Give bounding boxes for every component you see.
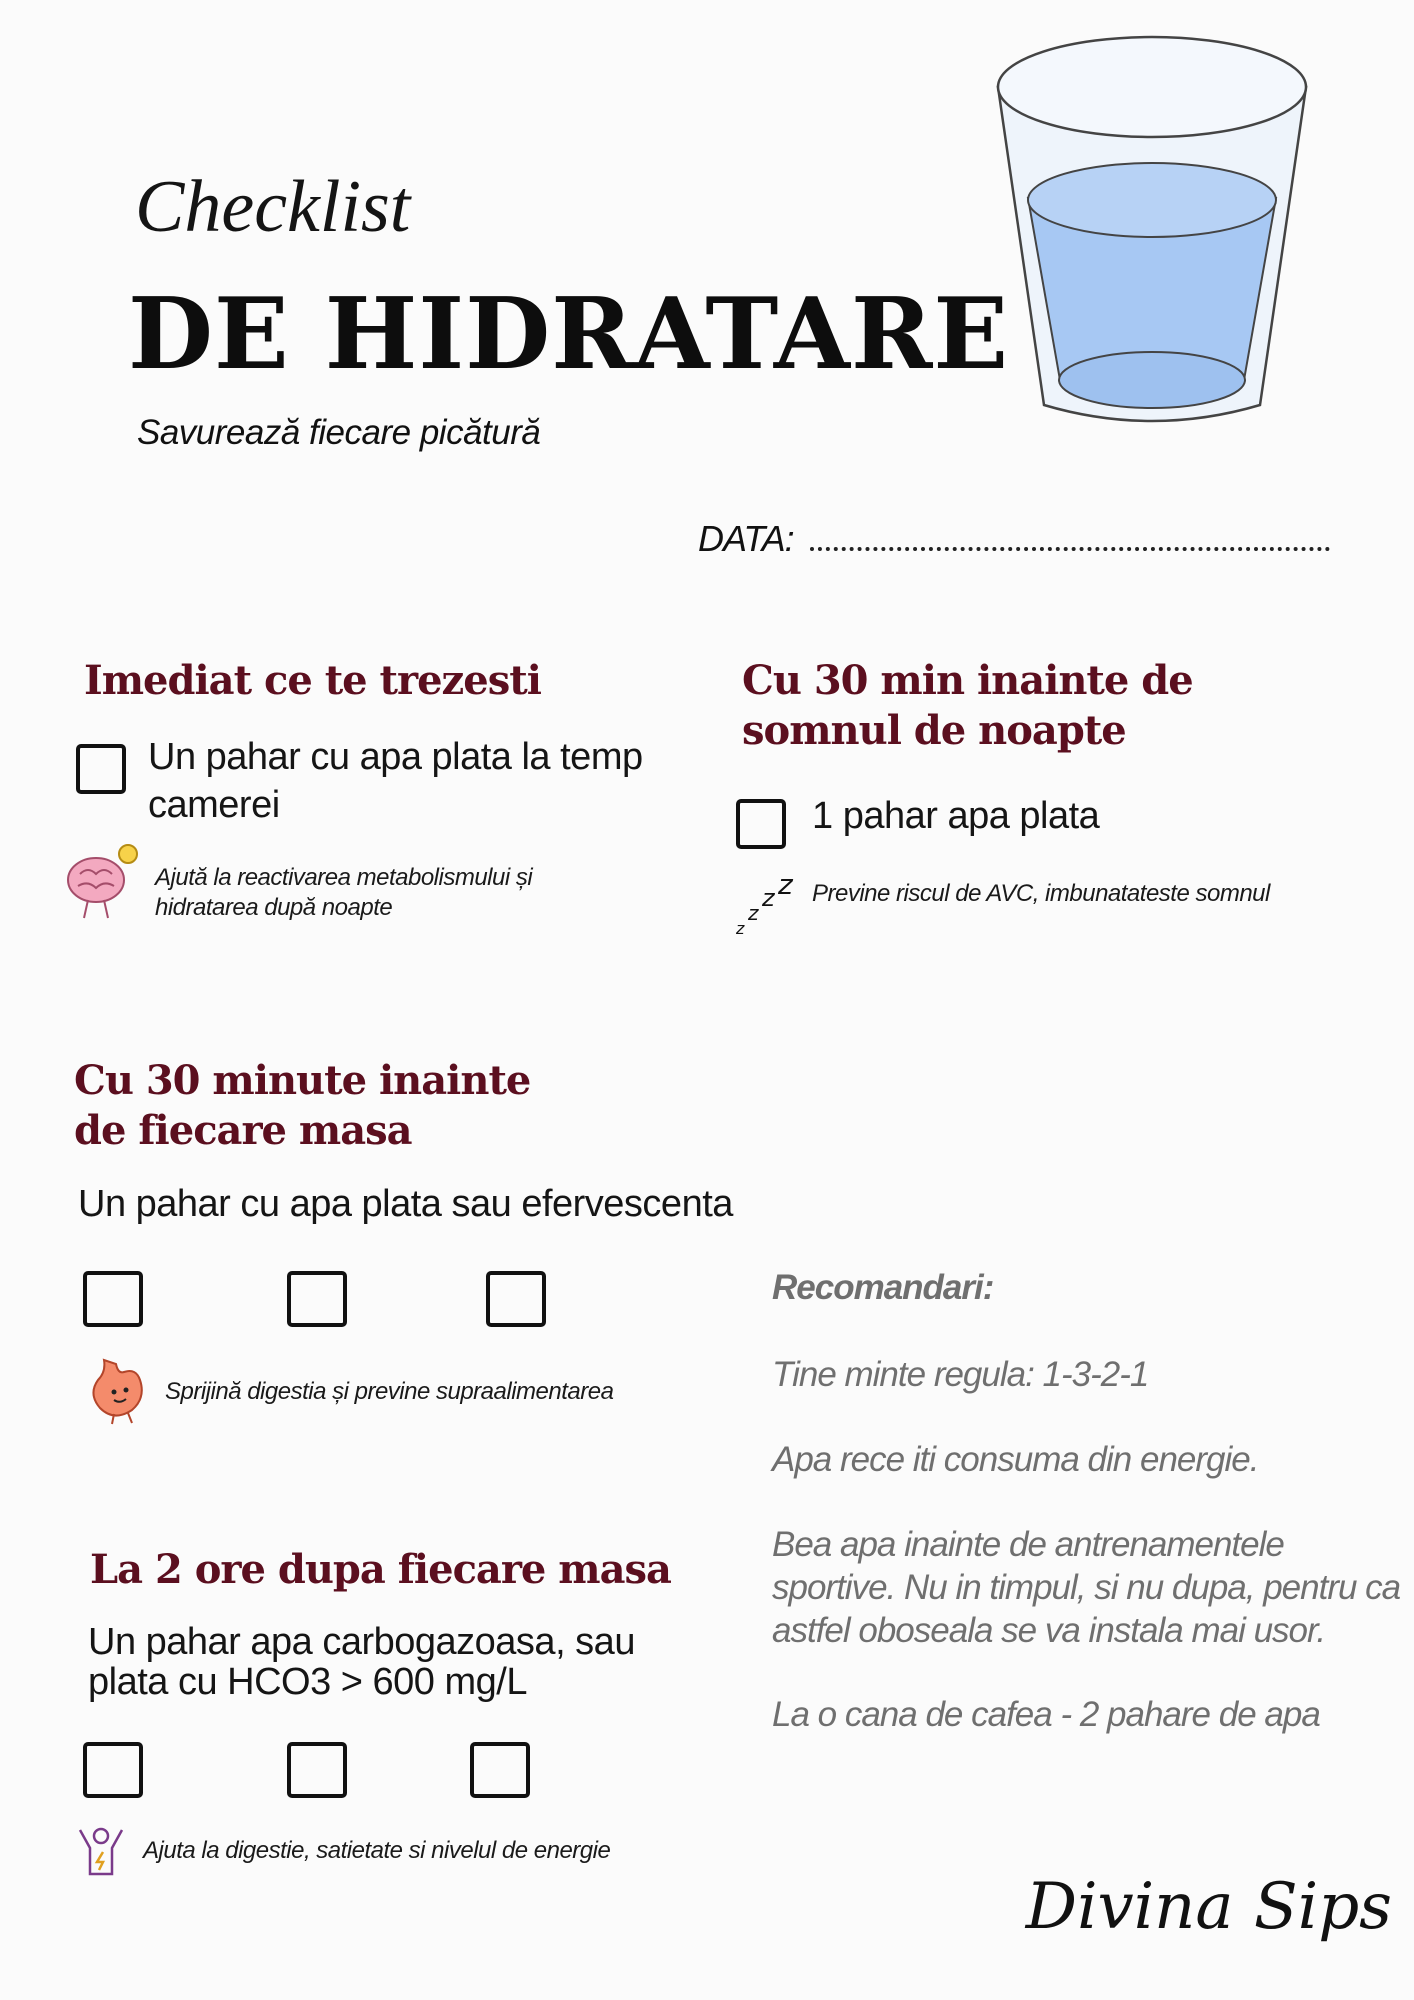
checkbox-after-meal-3[interactable] — [470, 1742, 530, 1798]
item-sleep: 1 pahar apa plata — [812, 795, 1100, 837]
tagline: Savurează fiecare picătură — [137, 413, 541, 452]
svg-text:z: z — [762, 884, 775, 912]
checkbox-before-meal-1[interactable] — [83, 1271, 143, 1327]
zzz-icon — [732, 872, 802, 942]
svg-text:z: z — [748, 901, 759, 925]
checkbox-after-meal-2[interactable] — [287, 1742, 347, 1798]
checkbox-wake[interactable] — [76, 744, 126, 794]
recommendation-item: Bea apa inainte de antrenamentele sportive. Nu in timpul, si nu dupa, pentru ca astfel oboseala se va instala mai usor. — [772, 1525, 1401, 1650]
recommendations-title: Recomandari: — [772, 1268, 994, 1307]
brand-signature: Divina Sips — [1025, 1870, 1392, 1944]
note-sleep: Previne riscul de AVC, imbunatateste somnul — [812, 880, 1270, 907]
checkbox-sleep[interactable] — [736, 799, 786, 849]
section-title-before-meal: Cu 30 minute inainte de fiecare masa — [74, 1057, 531, 1154]
water-glass-icon — [990, 25, 1315, 435]
note-before-meal: Sprijină digestia și previne supraalimentarea — [165, 1378, 614, 1405]
checkbox-after-meal-1[interactable] — [83, 1742, 143, 1798]
script-title: Checklist — [135, 166, 411, 248]
section-title-sleep: Cu 30 min inainte de somnul de noapte — [742, 657, 1193, 754]
item-wake: Un pahar cu apa plata la temp camerei — [148, 736, 643, 826]
section-title-wake: Imediat ce te trezesti — [84, 657, 541, 704]
note-wake: Ajută la reactivarea metabolismului și hidratarea după noapte — [155, 864, 533, 921]
date-input-line[interactable] — [810, 547, 1330, 551]
svg-text:z: z — [778, 872, 793, 901]
stomach-icon — [84, 1350, 159, 1425]
checkbox-before-meal-3[interactable] — [486, 1271, 546, 1327]
item-after-meal: Un pahar apa carbogazoasa, sau plata cu HCO3 > 600 mg/L — [88, 1621, 635, 1703]
recommendation-item: Apa rece iti consuma din energie. — [772, 1440, 1259, 1479]
note-after-meal: Ajuta la digestie, satietate si nivelul de energie — [143, 1837, 611, 1864]
section-title-after-meal: La 2 ore dupa fiecare masa — [90, 1546, 671, 1593]
checkbox-before-meal-2[interactable] — [287, 1271, 347, 1327]
svg-text:z: z — [736, 919, 745, 938]
recommendation-item: Tine minte regula: 1-3-2-1 — [772, 1355, 1149, 1394]
energy-person-icon — [74, 1822, 128, 1878]
date-label: DATA: — [698, 518, 794, 559]
recommendation-item: La o cana de cafea - 2 pahare de apa — [772, 1695, 1320, 1734]
main-title: DE HIDRATARE — [128, 277, 1010, 392]
item-before-meal: Un pahar cu apa plata sau efervescenta — [78, 1183, 733, 1225]
brain-icon — [62, 842, 142, 922]
